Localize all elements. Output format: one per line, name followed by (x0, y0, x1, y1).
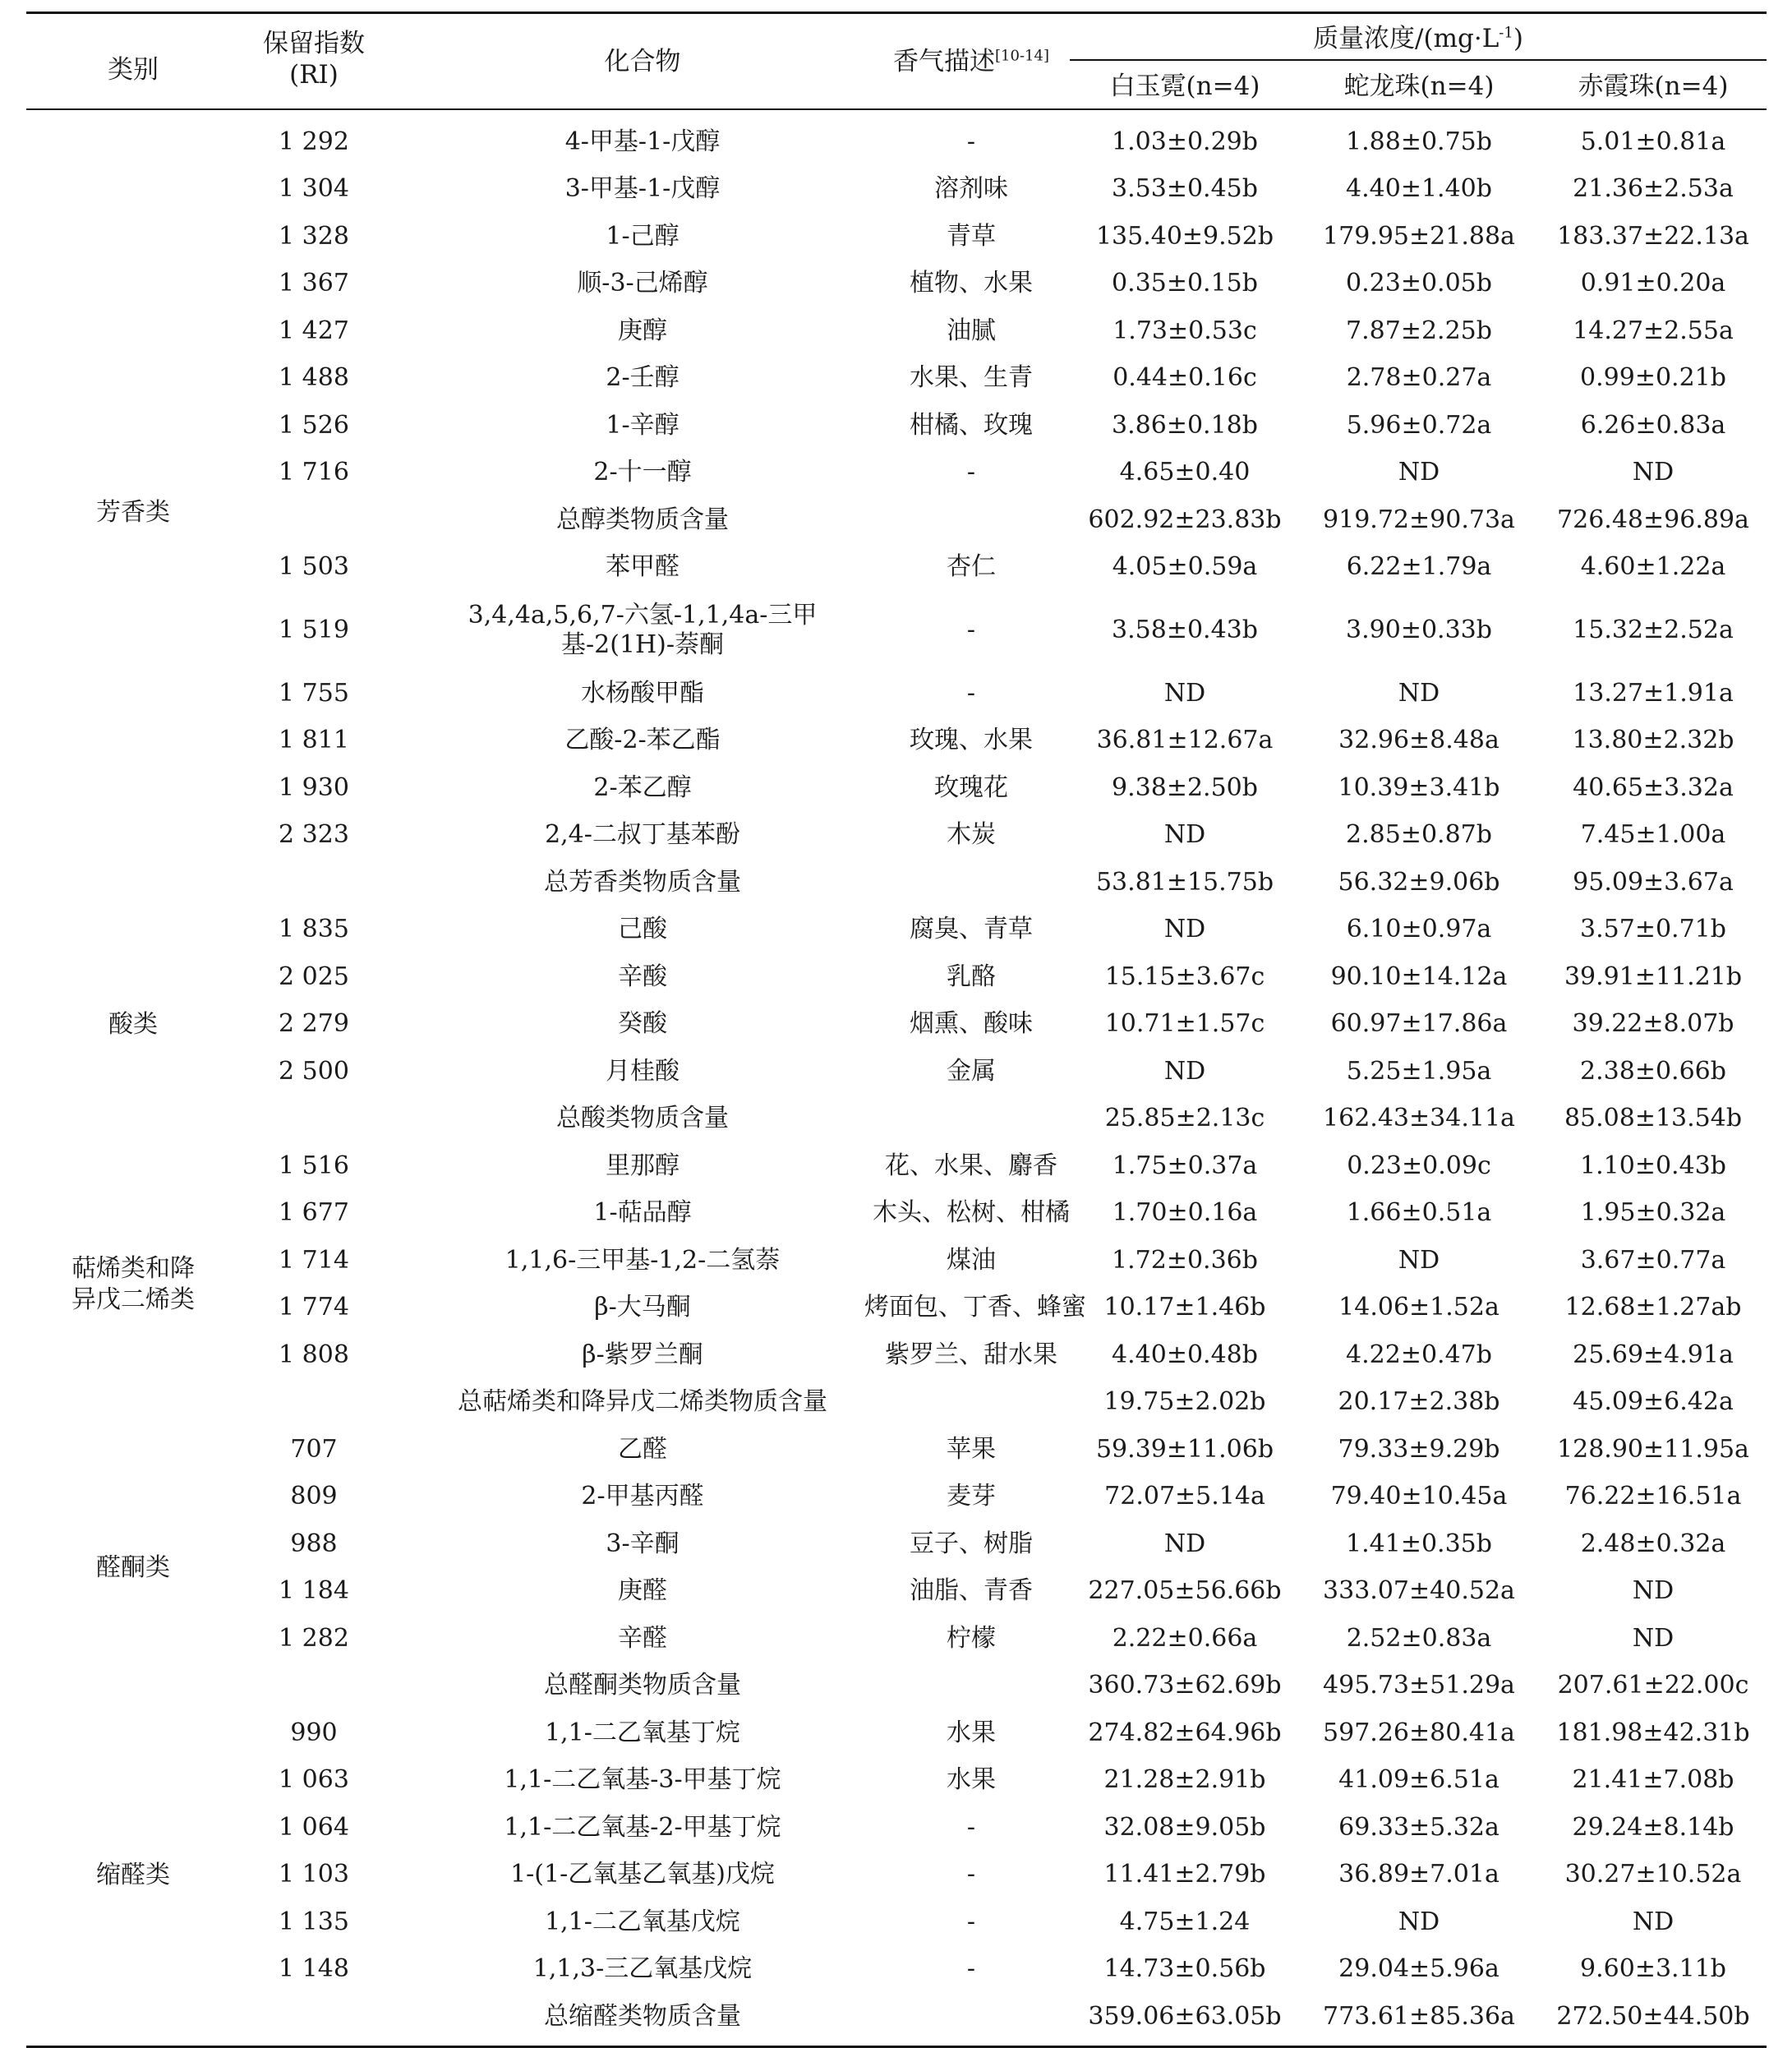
compound-name: 3,4,4a,5,6,7-六氢-1,1,4a-三甲基-2(1H)-萘酮 (468, 601, 818, 659)
retention-index: 1 677 (279, 1198, 349, 1228)
aroma-description: 植物、水果 (910, 269, 1033, 298)
value-sample-3: 2.48±0.32a (1580, 1529, 1726, 1558)
retention-index: 1 064 (279, 1812, 349, 1842)
value-sample-2: 2.78±0.27a (1346, 363, 1492, 393)
unit-exponent: -1 (1499, 24, 1513, 42)
compound-name: 总醛酮类物质含量 (544, 1671, 741, 1700)
compound-name: β-大马酮 (594, 1293, 691, 1322)
value-sample-1: 59.39±11.06b (1095, 1434, 1274, 1464)
value-sample-3: 181.98±42.31b (1556, 1718, 1750, 1747)
retention-index: 1 930 (279, 773, 349, 802)
value-sample-1: 32.08±9.05b (1103, 1812, 1266, 1842)
value-sample-3: 0.99±0.21b (1580, 363, 1726, 393)
compound-name: 1-己醇 (606, 221, 679, 251)
value-sample-3: 14.27±2.55a (1573, 316, 1734, 345)
category-label: 缩醛类 (96, 1860, 170, 1889)
value-sample-2: 79.33±9.29b (1338, 1434, 1500, 1464)
aroma-reference: [10-14] (995, 47, 1049, 65)
value-sample-3: 29.24±8.14b (1572, 1812, 1734, 1842)
retention-index: 1 488 (279, 363, 349, 393)
bottom-rule (26, 2046, 1767, 2048)
value-sample-1: 72.07±5.14a (1104, 1482, 1265, 1511)
value-sample-2: 597.26±80.41a (1323, 1718, 1515, 1747)
value-sample-3: 2.38±0.66b (1580, 1056, 1726, 1086)
value-sample-3: ND (1632, 1623, 1675, 1653)
header-ri: 保留指数 (263, 29, 365, 58)
value-sample-3: 40.65±3.32a (1573, 773, 1734, 802)
value-sample-1: 1.73±0.53c (1113, 316, 1257, 345)
value-sample-2: 333.07±40.52a (1323, 1576, 1515, 1606)
compound-name: 己酸 (618, 915, 667, 944)
compound-name: 1-萜品醇 (593, 1198, 692, 1228)
category-label: 萜烯类和降 异戊二烯类 (71, 1254, 195, 1314)
value-sample-1: 2.22±0.66a (1112, 1623, 1258, 1653)
value-sample-1: 4.05±0.59a (1112, 552, 1258, 582)
value-sample-2: ND (1398, 458, 1440, 487)
value-sample-1: 3.86±0.18b (1112, 410, 1258, 440)
compound-name: 庚醛 (618, 1576, 667, 1606)
value-sample-3: 45.09±6.42a (1573, 1387, 1734, 1417)
aroma-description: 水果 (947, 1718, 996, 1747)
value-sample-2: 2.52±0.83a (1346, 1623, 1492, 1653)
value-sample-2: ND (1398, 1245, 1440, 1275)
value-sample-1: ND (1163, 678, 1206, 708)
retention-index: 1 835 (279, 915, 349, 944)
retention-index: 707 (290, 1434, 338, 1464)
retention-index: 1 714 (279, 1245, 349, 1275)
aroma-description: 玫瑰花 (934, 773, 1008, 802)
compound-name: 癸酸 (618, 1009, 667, 1039)
value-sample-3: 13.80±2.32b (1572, 726, 1734, 755)
compound-name: 总萜烯类和降异戊二烯类物质含量 (458, 1387, 827, 1417)
value-sample-2: 29.04±5.96a (1338, 1954, 1499, 1984)
compound-name: 1-(1-乙氧基乙氧基)戊烷 (510, 1860, 775, 1889)
aroma-description: - (966, 127, 976, 156)
aroma-description: 水果、生青 (910, 363, 1033, 393)
retention-index: 1 503 (279, 552, 349, 582)
aroma-description: - (966, 1954, 976, 1984)
compound-name: 1,1-二乙氧基戊烷 (545, 1907, 740, 1936)
retention-index: 1 184 (279, 1576, 349, 1606)
value-sample-1: 1.70±0.16a (1112, 1198, 1258, 1228)
compound-name: 3-辛酮 (606, 1529, 679, 1558)
compound-name: 辛酸 (618, 962, 667, 991)
compound-name: 1,1-二乙氧基丁烷 (545, 1718, 740, 1747)
value-sample-3: 9.60±3.11b (1580, 1954, 1726, 1984)
value-sample-2: 41.09±6.51a (1338, 1765, 1499, 1795)
value-sample-3: 12.68±1.27ab (1564, 1293, 1742, 1322)
value-sample-2: 6.22±1.79a (1346, 552, 1492, 582)
value-sample-2: 14.06±1.52a (1338, 1293, 1499, 1322)
retention-index: 1 808 (279, 1340, 349, 1369)
category-label: 芳香类 (96, 497, 170, 527)
value-sample-1: ND (1163, 1529, 1206, 1558)
category-label: 酸类 (108, 1009, 158, 1039)
value-sample-3: 95.09±3.67a (1573, 867, 1734, 897)
retention-index: 2 500 (279, 1056, 349, 1086)
value-sample-1: ND (1163, 820, 1206, 850)
value-sample-3: 726.48±96.89a (1557, 505, 1749, 534)
aroma-description: - (966, 1860, 976, 1889)
value-sample-3: 0.91±0.20a (1580, 269, 1726, 298)
value-sample-1: 36.81±12.67a (1096, 726, 1274, 755)
retention-index: 1 328 (279, 221, 349, 251)
value-sample-3: 183.37±22.13a (1557, 221, 1749, 251)
compound-name: 1,1,3-三乙氧基戊烷 (532, 1954, 753, 1984)
value-sample-1: 3.58±0.43b (1112, 616, 1258, 644)
value-sample-1: 11.41±2.79b (1103, 1860, 1266, 1889)
value-sample-3: 128.90±11.95a (1557, 1434, 1749, 1464)
value-sample-3: 6.26±0.83a (1580, 410, 1726, 440)
compound-name: 乙酸-2-苯乙酯 (564, 726, 721, 755)
aroma-description: 豆子、树脂 (910, 1529, 1033, 1558)
retention-index: 1 716 (279, 458, 349, 487)
aroma-description: 乳酪 (947, 962, 996, 991)
compound-name: 4-甲基-1-戊醇 (564, 127, 721, 156)
retention-index: 1 774 (279, 1293, 349, 1322)
header-ri-sub: (RI) (289, 60, 339, 90)
value-sample-2: 5.96±0.72a (1346, 410, 1492, 440)
retention-index: 1 063 (279, 1765, 349, 1795)
value-sample-2: 69.33±5.32a (1338, 1812, 1499, 1842)
aroma-description: 青草 (947, 221, 996, 251)
value-sample-2: ND (1398, 678, 1440, 708)
value-sample-3: 13.27±1.91a (1573, 678, 1734, 708)
aroma-description: 烤面包、丁香、蜂蜜 (864, 1293, 1086, 1322)
value-sample-2: 5.25±1.95a (1346, 1056, 1492, 1086)
value-sample-2: 36.89±7.01a (1338, 1860, 1499, 1889)
aroma-description: 苹果 (947, 1434, 996, 1464)
compound-name: 总酸类物质含量 (556, 1104, 729, 1133)
value-sample-2: 4.22±0.47b (1346, 1340, 1492, 1369)
value-sample-1: 274.82±64.96b (1088, 1718, 1282, 1747)
compound-name: 2-甲基丙醛 (581, 1482, 704, 1511)
compound-name: 2,4-二叔丁基苯酚 (545, 820, 740, 850)
retention-index: 1 367 (279, 269, 349, 298)
retention-index: 1 103 (279, 1860, 349, 1889)
retention-index: 990 (290, 1718, 338, 1747)
compound-name: 2-苯乙醇 (593, 773, 692, 802)
value-sample-3: ND (1632, 1576, 1675, 1606)
compound-name: β-紫罗兰酮 (582, 1340, 703, 1369)
compound-name: 总醇类物质含量 (556, 505, 729, 534)
retention-index: 1 519 (279, 616, 349, 644)
aroma-description: - (966, 678, 976, 708)
compound-name: 总缩醛类物质含量 (544, 2001, 741, 2031)
compound-name: 苯甲醛 (606, 552, 679, 582)
value-sample-1: 0.44±0.16c (1113, 363, 1257, 393)
value-sample-3: 207.61±22.00c (1557, 1671, 1749, 1700)
aroma-description: 油脂、青香 (910, 1576, 1033, 1606)
value-sample-2: 32.96±8.48a (1338, 726, 1499, 755)
value-sample-3: 1.95±0.32a (1580, 1198, 1726, 1228)
retention-index: 2 025 (279, 962, 349, 991)
retention-index: 2 323 (279, 820, 349, 850)
aroma-description: 煤油 (947, 1245, 996, 1275)
aroma-description: - (966, 458, 976, 487)
retention-index: 2 279 (279, 1009, 349, 1039)
header-sample-3: 赤霞珠(n=4) (1578, 71, 1729, 101)
aroma-description: 柑橘、玫瑰 (910, 410, 1033, 440)
compound-name: 庚醇 (618, 316, 667, 345)
compound-name: 1,1-二乙氧基-2-甲基丁烷 (504, 1812, 781, 1842)
value-sample-1: 0.35±0.15b (1112, 269, 1258, 298)
aroma-description: 木炭 (947, 820, 996, 850)
retention-index: 1 148 (279, 1954, 349, 1984)
value-sample-2: 20.17±2.38b (1338, 1387, 1500, 1417)
compound-name: 月桂酸 (606, 1056, 679, 1086)
value-sample-2: 4.40±1.40b (1346, 174, 1492, 204)
value-sample-1: 1.75±0.37a (1112, 1151, 1258, 1180)
header-sub-rule (1070, 59, 1767, 61)
compound-name: 总芳香类物质含量 (544, 867, 741, 897)
aroma-description: 溶剂味 (934, 174, 1008, 204)
value-sample-3: 3.67±0.77a (1580, 1245, 1726, 1275)
retention-index: 1 135 (279, 1907, 349, 1936)
value-sample-1: 1.72±0.36b (1112, 1245, 1258, 1275)
value-sample-2: 179.95±21.88a (1323, 221, 1515, 251)
value-sample-1: 4.40±0.48b (1112, 1340, 1258, 1369)
value-sample-1: 359.06±63.05b (1088, 2001, 1282, 2031)
value-sample-3: 25.69±4.91a (1573, 1340, 1734, 1369)
top-rule (26, 12, 1767, 14)
compound-name: 水杨酸甲酯 (581, 678, 704, 708)
aroma-description: 杏仁 (947, 552, 996, 582)
value-sample-1: 10.17±1.46b (1103, 1293, 1266, 1322)
value-sample-3: 5.01±0.81a (1580, 127, 1726, 156)
aroma-description: 麦芽 (947, 1482, 996, 1511)
retention-index: 1 304 (279, 174, 349, 204)
value-sample-2: 3.90±0.33b (1346, 616, 1492, 644)
value-sample-3: 39.22±8.07b (1572, 1009, 1734, 1039)
compound-name: 1-辛醇 (606, 410, 679, 440)
value-sample-3: 21.36±2.53a (1573, 174, 1734, 204)
value-sample-2: 0.23±0.05b (1346, 269, 1492, 298)
value-sample-3: 39.91±11.21b (1564, 962, 1743, 991)
value-sample-1: 25.85±2.13c (1104, 1104, 1265, 1133)
value-sample-1: ND (1163, 915, 1206, 944)
aroma-description: 油腻 (947, 316, 996, 345)
compound-name: 1,1,6-三甲基-1,2-二氢萘 (504, 1245, 781, 1275)
value-sample-3: ND (1632, 1907, 1675, 1936)
value-sample-3: 21.41±7.08b (1572, 1765, 1734, 1795)
header-concentration: 质量浓度$/(mg\cdot L^{-1})$ (1313, 24, 1523, 53)
value-sample-1: 135.40±9.52b (1095, 221, 1274, 251)
aroma-description: - (966, 1907, 976, 1936)
value-sample-2: 7.87±2.25b (1346, 316, 1492, 345)
value-sample-3: 4.60±1.22a (1580, 552, 1726, 582)
value-sample-2: 56.32±9.06b (1338, 867, 1500, 897)
aroma-description: 腐臭、青草 (910, 915, 1033, 944)
value-sample-1: 3.53±0.45b (1112, 174, 1258, 204)
aroma-description: 紫罗兰、甜水果 (885, 1340, 1057, 1369)
value-sample-2: 79.40±10.45a (1330, 1482, 1508, 1511)
header-sample-2: 蛇龙珠(n=4) (1343, 71, 1495, 101)
value-sample-2: 10.39±3.41b (1338, 773, 1500, 802)
compound-name: 2-十一醇 (593, 458, 692, 487)
header-aroma: 香气描述[10-14] (893, 47, 1049, 76)
value-sample-1: 1.03±0.29b (1112, 127, 1258, 156)
value-sample-2: 162.43±34.11a (1323, 1104, 1515, 1133)
value-sample-2: 1.66±0.51a (1346, 1198, 1492, 1228)
value-sample-3: 3.57±0.71b (1580, 915, 1726, 944)
aroma-description: 花、水果、麝香 (885, 1151, 1057, 1180)
value-sample-1: 360.73±62.69b (1088, 1671, 1282, 1700)
value-sample-2: 1.88±0.75b (1346, 127, 1492, 156)
retention-index: 988 (290, 1529, 338, 1558)
value-sample-2: 919.72±90.73a (1323, 505, 1515, 534)
retention-index: 1 282 (279, 1623, 349, 1653)
retention-index: 809 (290, 1482, 338, 1511)
value-sample-1: 227.05±56.66b (1088, 1576, 1282, 1606)
header-compound: 化合物 (604, 47, 681, 76)
value-sample-2: 1.41±0.35b (1346, 1529, 1492, 1558)
value-sample-1: 14.73±0.56b (1103, 1954, 1266, 1984)
aroma-description: 烟熏、酸味 (910, 1009, 1033, 1039)
compound-name: 顺-3-己烯醇 (577, 269, 708, 298)
header-rule (26, 108, 1767, 110)
retention-index: 1 755 (279, 678, 349, 708)
aroma-description: 水果 (947, 1765, 996, 1795)
compound-name: 乙醛 (618, 1434, 667, 1464)
compound-name: 3-甲基-1-戊醇 (564, 174, 721, 204)
retention-index: 1 427 (279, 316, 349, 345)
value-sample-1: 53.81±15.75b (1095, 867, 1274, 897)
compound-name: 1,1-二乙氧基-3-甲基丁烷 (504, 1765, 781, 1795)
value-sample-3: 30.27±10.52a (1564, 1860, 1742, 1889)
header-category: 类别 (108, 55, 159, 85)
value-sample-1: ND (1163, 1056, 1206, 1086)
header-sample-1: 白玉霓(n=4) (1109, 71, 1260, 101)
value-sample-3: 85.08±13.54b (1564, 1104, 1743, 1133)
value-sample-1: 602.92±23.83b (1088, 505, 1282, 534)
value-sample-2: 6.10±0.97a (1346, 915, 1492, 944)
value-sample-1: 21.28±2.91b (1103, 1765, 1266, 1795)
value-sample-1: 4.75±1.24 (1119, 1907, 1251, 1936)
value-sample-1: 10.71±1.57c (1104, 1009, 1265, 1039)
aroma-description: 柠檬 (947, 1623, 996, 1653)
value-sample-3: 272.50±44.50b (1556, 2001, 1750, 2031)
compound-name: 2-壬醇 (606, 363, 679, 393)
retention-index: 1 811 (279, 726, 349, 755)
aroma-description: 玫瑰、水果 (910, 726, 1033, 755)
compound-name: 辛醛 (618, 1623, 667, 1653)
value-sample-3: ND (1632, 458, 1675, 487)
value-sample-1: 4.65±0.40 (1119, 458, 1251, 487)
value-sample-2: 0.23±0.09c (1347, 1151, 1491, 1180)
retention-index: 1 292 (279, 127, 349, 156)
value-sample-2: 495.73±51.29a (1323, 1671, 1515, 1700)
value-sample-3: 15.32±2.52a (1573, 616, 1734, 644)
retention-index: 1 516 (279, 1151, 349, 1180)
aroma-description: - (966, 1812, 976, 1842)
retention-index: 1 526 (279, 410, 349, 440)
value-sample-3: 7.45±1.00a (1580, 820, 1726, 850)
value-sample-2: 90.10±14.12a (1330, 962, 1508, 991)
value-sample-1: 9.38±2.50b (1112, 773, 1258, 802)
value-sample-1: 19.75±2.02b (1103, 1387, 1266, 1417)
category-label: 醛酮类 (96, 1552, 170, 1582)
value-sample-2: 2.85±0.87b (1346, 820, 1492, 850)
aroma-description: 木头、松树、柑橘 (873, 1198, 1070, 1228)
aroma-description: - (966, 616, 976, 644)
value-sample-2: 773.61±85.36a (1323, 2001, 1515, 2031)
aroma-description: 金属 (947, 1056, 996, 1086)
value-sample-3: 1.10±0.43b (1580, 1151, 1726, 1180)
value-sample-1: 15.15±3.67c (1104, 962, 1265, 991)
value-sample-2: 60.97±17.86a (1330, 1009, 1508, 1039)
compound-name: 里那醇 (606, 1151, 679, 1180)
value-sample-2: ND (1398, 1907, 1440, 1936)
value-sample-3: 76.22±16.51a (1564, 1482, 1742, 1511)
